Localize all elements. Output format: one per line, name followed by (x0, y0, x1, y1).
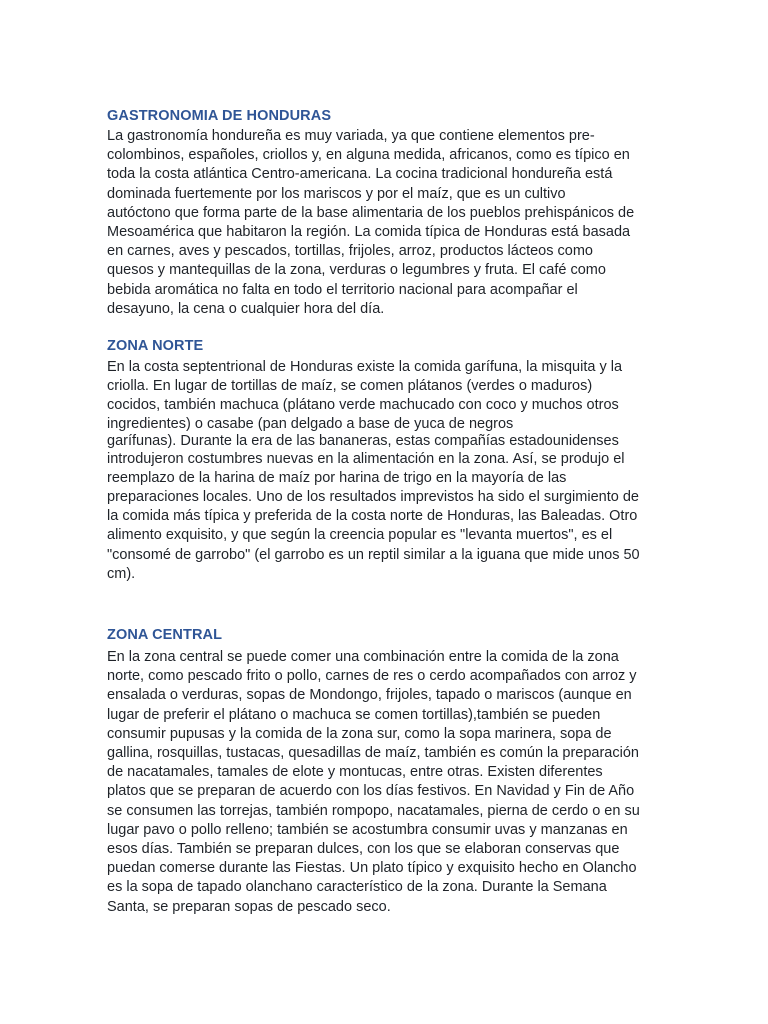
section-paragraph (107, 127, 667, 319)
paragraph-line: ingredientes) o casabe (pan delgado a base de yuca de negros (107, 415, 514, 432)
paragraph-line: autóctono que forma parte de la base alimentaria de los pueblos prehispánicos de (107, 204, 635, 221)
paragraph-line: toda la costa atlántica Centro-americana. La cocina tradicional hondureña está (107, 166, 613, 183)
paragraph-line: de nacatamales, tamales de elote y montucas, entre otras. Existen diferentes (107, 764, 603, 781)
paragraph-line: esos días. También se preparan dulces, con los que se elaboran conservas que (107, 841, 620, 858)
paragraph-line: garífunas). Durante la era de las bananeras, estas compañías estadounidenses (107, 432, 619, 449)
paragraph-line: se consumen las torrejas, también rompopo, nacatamales, pierna de cerdo o en su (107, 802, 640, 819)
paragraph-line: gallina, rosquillas, tustacas, quesadillas de maíz, también es común la preparación (107, 745, 639, 762)
paragraph-line: bebida aromática no falta en todo el territorio nacional para acompañar el (107, 281, 578, 298)
paragraph-line: cocidos, también machuca (plátano verde machucado con coco y muchos otros (107, 397, 619, 414)
paragraph-line: desayuno, la cena o cualquier hora del día. (107, 300, 385, 317)
section-paragraph (107, 358, 667, 584)
paragraph-line: colombinos, españoles, criollos y, en alguna medida, africanos, como es típico en (107, 147, 630, 164)
paragraph-line: platos que se preparan de acuerdo con los días festivos. En Navidad y Fin de Año (107, 783, 635, 800)
paragraph-line: lugar de preferir el plátano o machuca se comen tortillas),también se pueden (107, 706, 601, 723)
paragraph-line: Santa, se preparan sopas de pescado seco. (107, 898, 391, 915)
section-heading: ZONA NORTE (107, 338, 204, 354)
section-gastronomia (107, 107, 667, 319)
paragraph-line: ensalada o verduras, sopas de Mondongo, frijoles, tapado o mariscos (aunque en (107, 687, 632, 704)
paragraph-line: En la costa septentrional de Honduras existe la comida garífuna, la misquita y la (107, 359, 623, 375)
paragraph-line: lugar pavo o pollo relleno; también se acostumbra consumir uvas y manzanas en (107, 821, 628, 838)
paragraph-line: quesos y mantequillas de la zona, verduras o legumbres y fruta. El café como (107, 262, 606, 279)
paragraph-line: cm). (107, 565, 136, 582)
paragraph-line: la comida más típica y preferida de la costa norte de Honduras, las Baleadas. Otro (107, 508, 638, 525)
paragraph-line: puedan comerse durante las Fiestas. Un plato típico y exquisito hecho en Olancho (107, 860, 637, 877)
section-heading: ZONA CENTRAL (107, 627, 223, 643)
paragraph-line: "consomé de garrobo" (el garrobo es un reptil similar a la iguana que mide unos 50 (107, 546, 640, 563)
paragraph-line: norte, como pescado frito o pollo, carnes de res o cerdo acompañados con arroz y (107, 668, 637, 685)
paragraph-line: En la zona central se puede comer una combinación entre la comida de la zona (107, 649, 619, 665)
paragraph-line: criolla. En lugar de tortillas de maíz, se comen plátanos (verdes o maduros) (107, 378, 593, 395)
section-zona-norte (107, 337, 667, 584)
paragraph-line: introdujeron costumbres nuevas en la alimentación en la zona. Así, se produjo el (107, 450, 625, 467)
paragraph-line: alimento exquisito, y que según la creencia popular es "levanta muertos", es el (107, 527, 613, 544)
paragraph-line: dominada fuertemente por los mariscos y por el maíz, que es un cultivo (107, 185, 566, 202)
section-zona-central (107, 626, 667, 917)
paragraph-line: La gastronomía hondureña es muy variada, ya que contiene elementos pre- (107, 128, 595, 144)
paragraph-line: preparaciones locales. Uno de los resultados imprevistos ha sido el surgimiento de (107, 489, 639, 506)
paragraph-line: reemplazo de la harina de maíz por harina de trigo en la mayoría de las (107, 469, 567, 486)
paragraph-line: Mesoamérica que habitaron la región. La comida típica de Honduras está basada (107, 224, 631, 241)
paragraph-line: en carnes, aves y pescados, tortillas, frijoles, arroz, productos lácteos como (107, 243, 593, 260)
paragraph-line: consumir pupusas y la comida de la zona sur, como la sopa marinera, sopa de (107, 725, 612, 742)
section-paragraph (107, 648, 667, 917)
paragraph-line: es la sopa de tapado olanchano característico de la zona. Durante la Semana (107, 879, 607, 896)
section-heading: GASTRONOMIA DE HONDURAS (107, 108, 332, 124)
